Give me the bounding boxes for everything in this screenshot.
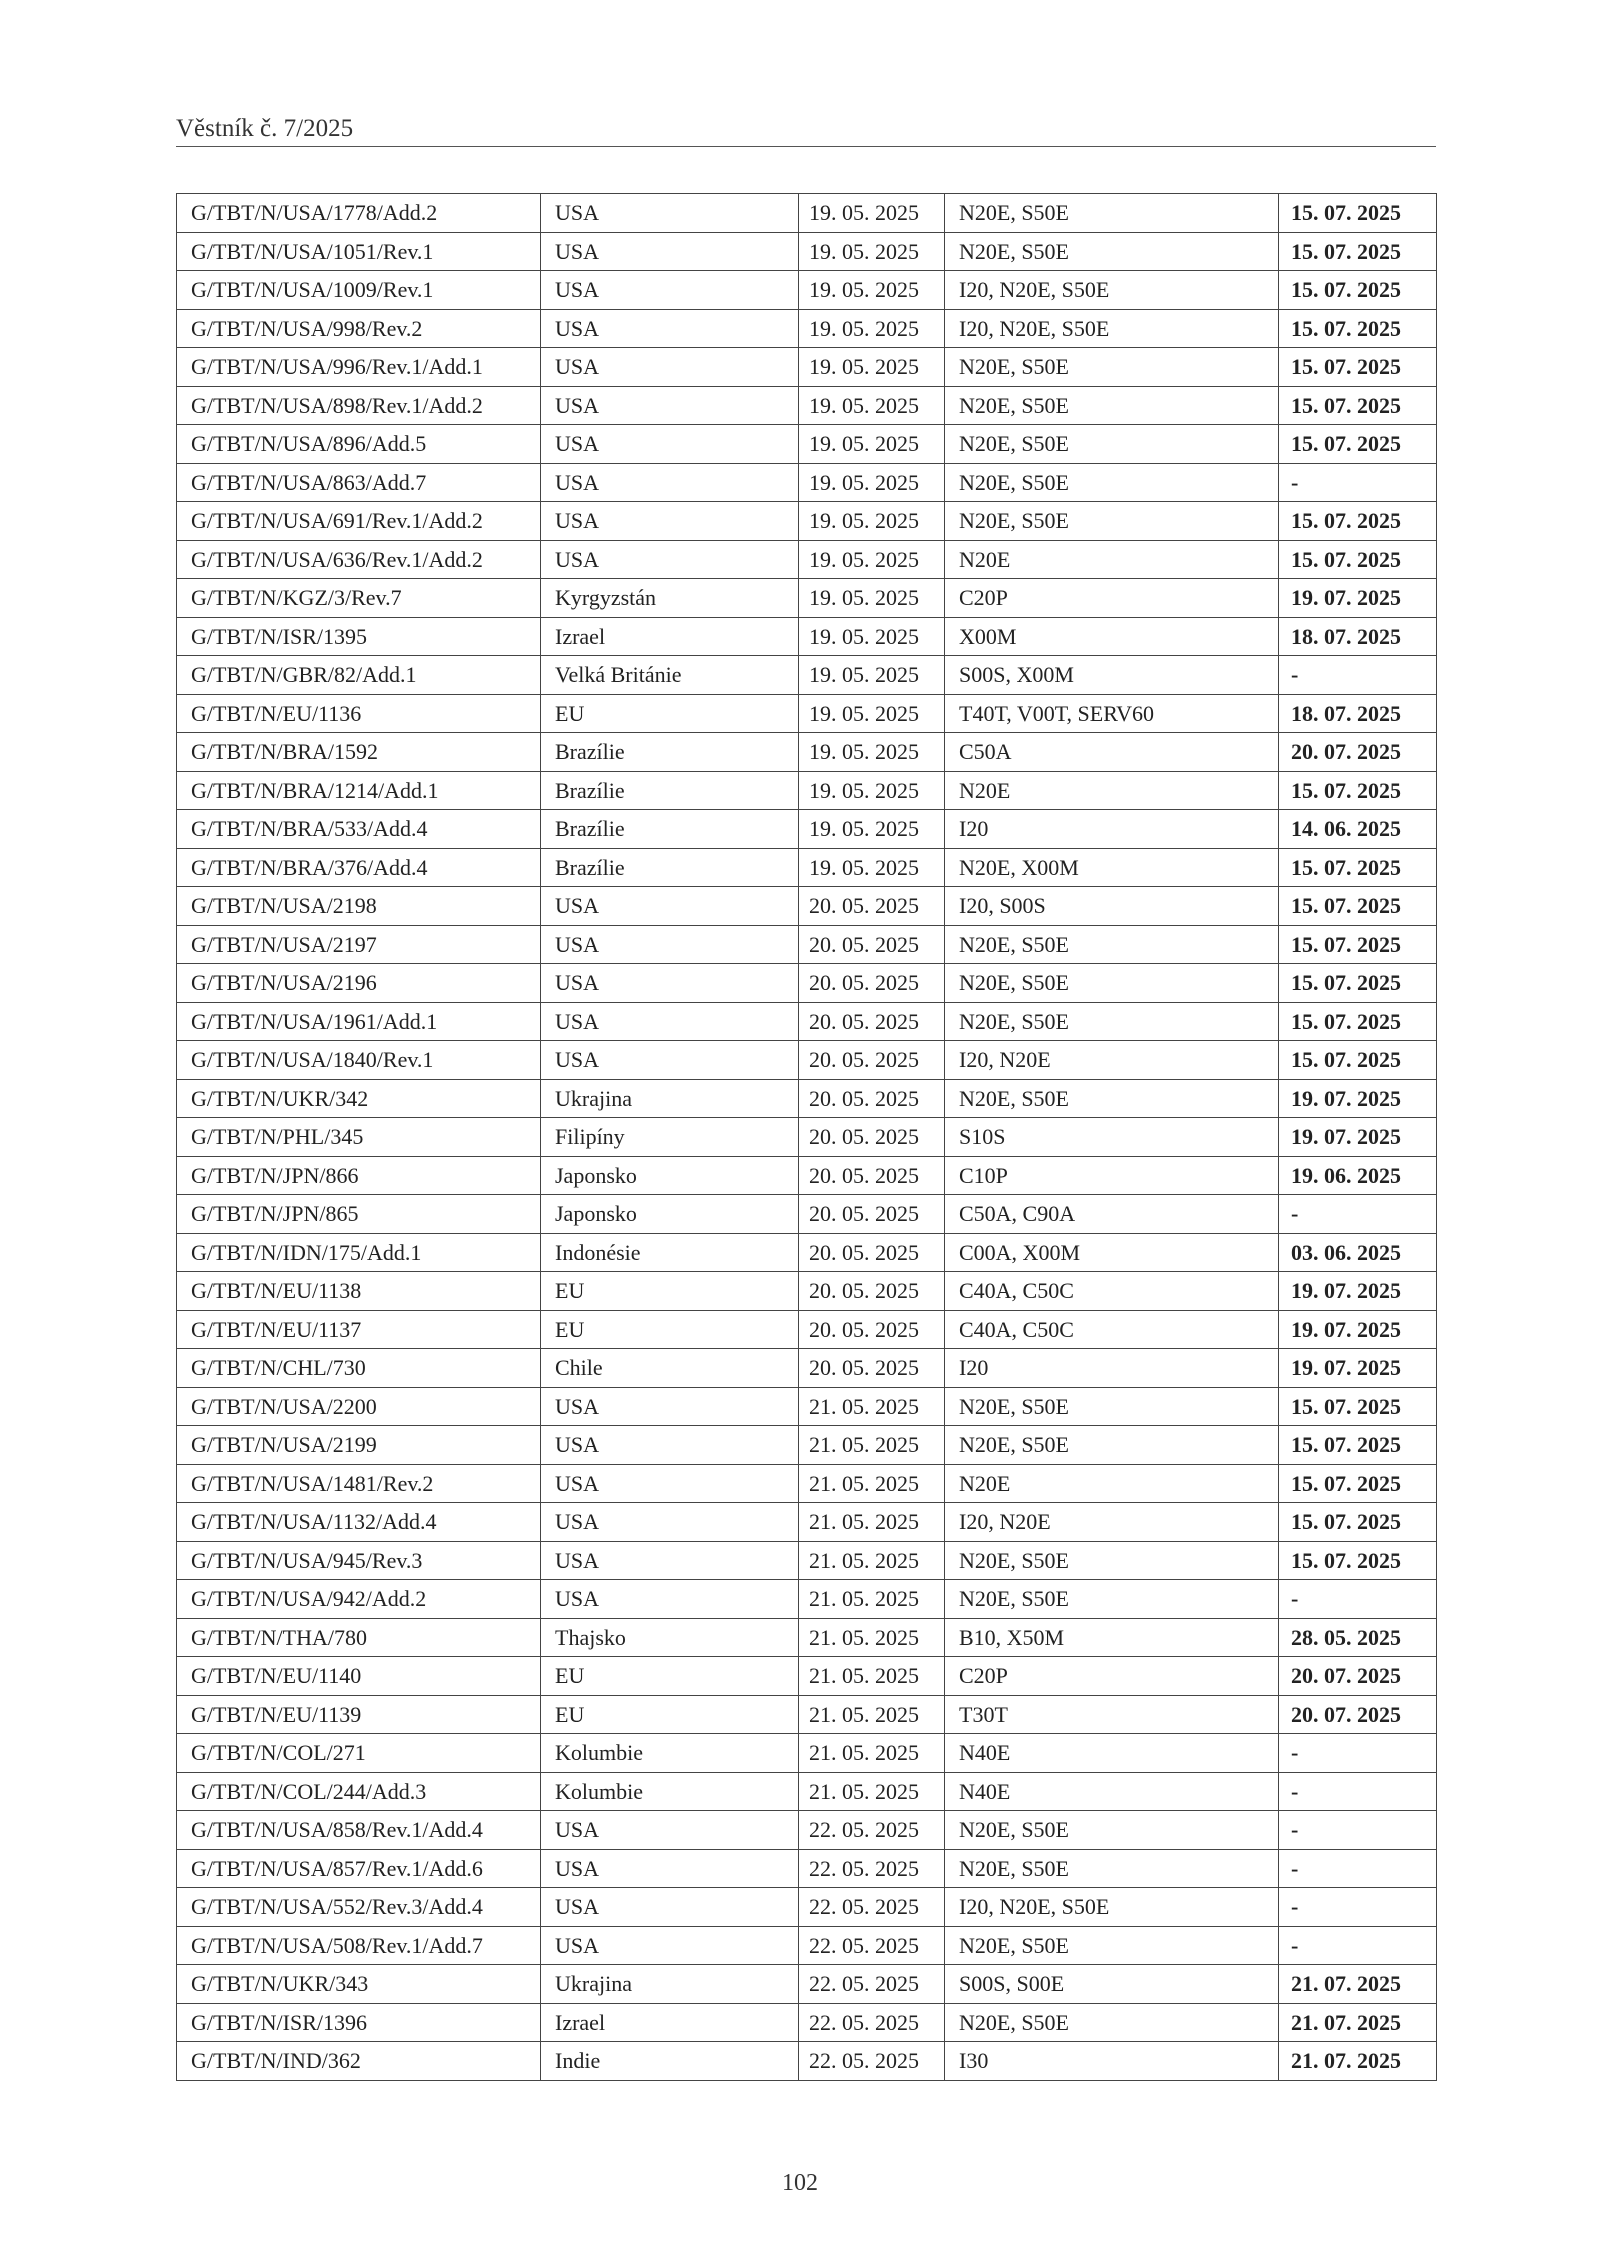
comment-deadline-cell: 15. 07. 2025 [1279, 386, 1437, 425]
comment-deadline-cell: 15. 07. 2025 [1279, 1002, 1437, 1041]
ics-code-cell: N20E, S50E [945, 386, 1279, 425]
comment-deadline-cell: - [1279, 1849, 1437, 1888]
notification-date-cell: 22. 05. 2025 [799, 1926, 945, 1965]
notification-date-cell: 19. 05. 2025 [799, 694, 945, 733]
notification-symbol-cell: G/TBT/N/USA/2197 [177, 925, 541, 964]
ics-code-cell: S10S [945, 1118, 1279, 1157]
comment-deadline-cell: - [1279, 1888, 1437, 1927]
country-cell: USA [541, 463, 799, 502]
notification-date-cell: 19. 05. 2025 [799, 271, 945, 310]
notification-symbol-cell: G/TBT/N/JPN/865 [177, 1195, 541, 1234]
notification-date-cell: 19. 05. 2025 [799, 386, 945, 425]
comment-deadline-cell: 20. 07. 2025 [1279, 733, 1437, 772]
notifications-table-body [177, 194, 1437, 2081]
country-cell: EU [541, 694, 799, 733]
country-cell: USA [541, 1041, 799, 1080]
notification-date-cell: 20. 05. 2025 [799, 925, 945, 964]
notification-date-cell: 21. 05. 2025 [799, 1580, 945, 1619]
notification-symbol-cell: G/TBT/N/UKR/343 [177, 1965, 541, 2004]
notification-date-cell: 20. 05. 2025 [799, 1041, 945, 1080]
table-row [177, 1734, 1437, 1773]
notification-date-cell: 19. 05. 2025 [799, 309, 945, 348]
comment-deadline-cell: 19. 07. 2025 [1279, 1349, 1437, 1388]
ics-code-cell: S00S, S00E [945, 1965, 1279, 2004]
comment-deadline-cell: 21. 07. 2025 [1279, 2042, 1437, 2081]
table-row [177, 2042, 1437, 2081]
notification-symbol-cell: G/TBT/N/KGZ/3/Rev.7 [177, 579, 541, 618]
table-row [177, 1541, 1437, 1580]
table-row [177, 2003, 1437, 2042]
ics-code-cell: I20, N20E, S50E [945, 271, 1279, 310]
notification-date-cell: 20. 05. 2025 [799, 1272, 945, 1311]
table-row [177, 309, 1437, 348]
table-row [177, 1156, 1437, 1195]
country-cell: Brazílie [541, 771, 799, 810]
country-cell: Thajsko [541, 1618, 799, 1657]
country-cell: Brazílie [541, 848, 799, 887]
notification-symbol-cell: G/TBT/N/THA/780 [177, 1618, 541, 1657]
comment-deadline-cell: - [1279, 656, 1437, 695]
country-cell: USA [541, 1426, 799, 1465]
country-cell: USA [541, 309, 799, 348]
comment-deadline-cell: 15. 07. 2025 [1279, 1464, 1437, 1503]
country-cell: Japonsko [541, 1195, 799, 1234]
comment-deadline-cell: - [1279, 1580, 1437, 1619]
ics-code-cell: I30 [945, 2042, 1279, 2081]
notification-date-cell: 20. 05. 2025 [799, 1118, 945, 1157]
ics-code-cell: S00S, X00M [945, 656, 1279, 695]
notification-date-cell: 19. 05. 2025 [799, 232, 945, 271]
comment-deadline-cell: 19. 06. 2025 [1279, 1156, 1437, 1195]
notification-symbol-cell: G/TBT/N/USA/2199 [177, 1426, 541, 1465]
comment-deadline-cell: - [1279, 1926, 1437, 1965]
table-row [177, 1618, 1437, 1657]
notification-date-cell: 19. 05. 2025 [799, 771, 945, 810]
country-cell: USA [541, 1464, 799, 1503]
table-row [177, 964, 1437, 1003]
ics-code-cell: N20E, S50E [945, 1926, 1279, 1965]
notification-symbol-cell: G/TBT/N/UKR/342 [177, 1079, 541, 1118]
country-cell: USA [541, 1387, 799, 1426]
table-row [177, 925, 1437, 964]
notification-date-cell: 22. 05. 2025 [799, 1965, 945, 2004]
comment-deadline-cell: 15. 07. 2025 [1279, 194, 1437, 233]
table-row [177, 1926, 1437, 1965]
ics-code-cell: C20P [945, 579, 1279, 618]
ics-code-cell: N20E, S50E [945, 964, 1279, 1003]
notification-symbol-cell: G/TBT/N/COL/271 [177, 1734, 541, 1773]
country-cell: USA [541, 1503, 799, 1542]
notification-date-cell: 19. 05. 2025 [799, 848, 945, 887]
notification-date-cell: 21. 05. 2025 [799, 1734, 945, 1773]
ics-code-cell: N20E, S50E [945, 1079, 1279, 1118]
country-cell: Brazílie [541, 733, 799, 772]
ics-code-cell: C10P [945, 1156, 1279, 1195]
comment-deadline-cell: 15. 07. 2025 [1279, 925, 1437, 964]
notification-symbol-cell: G/TBT/N/CHL/730 [177, 1349, 541, 1388]
country-cell: USA [541, 887, 799, 926]
notification-date-cell: 21. 05. 2025 [799, 1618, 945, 1657]
country-cell: USA [541, 1580, 799, 1619]
comment-deadline-cell: 15. 07. 2025 [1279, 502, 1437, 541]
notification-symbol-cell: G/TBT/N/USA/942/Add.2 [177, 1580, 541, 1619]
notification-date-cell: 19. 05. 2025 [799, 617, 945, 656]
comment-deadline-cell: 15. 07. 2025 [1279, 309, 1437, 348]
table-row [177, 348, 1437, 387]
notification-date-cell: 22. 05. 2025 [799, 1888, 945, 1927]
notification-symbol-cell: G/TBT/N/USA/2198 [177, 887, 541, 926]
notification-symbol-cell: G/TBT/N/USA/998/Rev.2 [177, 309, 541, 348]
ics-code-cell: B10, X50M [945, 1618, 1279, 1657]
notification-date-cell: 21. 05. 2025 [799, 1387, 945, 1426]
notification-symbol-cell: G/TBT/N/BRA/533/Add.4 [177, 810, 541, 849]
table-row [177, 1503, 1437, 1542]
notification-symbol-cell: G/TBT/N/USA/1481/Rev.2 [177, 1464, 541, 1503]
notification-date-cell: 20. 05. 2025 [799, 1156, 945, 1195]
country-cell: USA [541, 425, 799, 464]
ics-code-cell: T40T, V00T, SERV60 [945, 694, 1279, 733]
ics-code-cell: N20E, S50E [945, 1811, 1279, 1850]
comment-deadline-cell: 19. 07. 2025 [1279, 1272, 1437, 1311]
ics-code-cell: I20, N20E [945, 1503, 1279, 1542]
table-row [177, 540, 1437, 579]
country-cell: USA [541, 502, 799, 541]
notification-symbol-cell: G/TBT/N/USA/896/Add.5 [177, 425, 541, 464]
table-row [177, 1233, 1437, 1272]
notification-symbol-cell: G/TBT/N/USA/691/Rev.1/Add.2 [177, 502, 541, 541]
table-row [177, 1041, 1437, 1080]
notification-date-cell: 20. 05. 2025 [799, 1310, 945, 1349]
notification-symbol-cell: G/TBT/N/EU/1138 [177, 1272, 541, 1311]
notification-symbol-cell: G/TBT/N/IND/362 [177, 2042, 541, 2081]
country-cell: Velká Británie [541, 656, 799, 695]
ics-code-cell: I20, S00S [945, 887, 1279, 926]
comment-deadline-cell: 20. 07. 2025 [1279, 1657, 1437, 1696]
notification-symbol-cell: G/TBT/N/USA/508/Rev.1/Add.7 [177, 1926, 541, 1965]
comment-deadline-cell: 15. 07. 2025 [1279, 848, 1437, 887]
table-row [177, 386, 1437, 425]
ics-code-cell: I20, N20E, S50E [945, 309, 1279, 348]
comment-deadline-cell: 20. 07. 2025 [1279, 1695, 1437, 1734]
notification-symbol-cell: G/TBT/N/BRA/1592 [177, 733, 541, 772]
comment-deadline-cell: 19. 07. 2025 [1279, 579, 1437, 618]
ics-code-cell: N20E, S50E [945, 463, 1279, 502]
table-row [177, 1695, 1437, 1734]
ics-code-cell: N20E, S50E [945, 1387, 1279, 1426]
notification-date-cell: 21. 05. 2025 [799, 1426, 945, 1465]
comment-deadline-cell: 19. 07. 2025 [1279, 1310, 1437, 1349]
comment-deadline-cell: 15. 07. 2025 [1279, 1387, 1437, 1426]
notification-date-cell: 19. 05. 2025 [799, 579, 945, 618]
comment-deadline-cell: 18. 07. 2025 [1279, 617, 1437, 656]
table-row [177, 463, 1437, 502]
table-row [177, 1079, 1437, 1118]
ics-code-cell: N20E, S50E [945, 425, 1279, 464]
country-cell: USA [541, 925, 799, 964]
notification-date-cell: 21. 05. 2025 [799, 1541, 945, 1580]
ics-code-cell: N40E [945, 1734, 1279, 1773]
comment-deadline-cell: - [1279, 1195, 1437, 1234]
ics-code-cell: C40A, C50C [945, 1272, 1279, 1311]
notification-date-cell: 19. 05. 2025 [799, 194, 945, 233]
country-cell: Izrael [541, 617, 799, 656]
comment-deadline-cell: 19. 07. 2025 [1279, 1079, 1437, 1118]
notification-symbol-cell: G/TBT/N/USA/1840/Rev.1 [177, 1041, 541, 1080]
table-row [177, 232, 1437, 271]
notification-symbol-cell: G/TBT/N/GBR/82/Add.1 [177, 656, 541, 695]
notification-symbol-cell: G/TBT/N/USA/2200 [177, 1387, 541, 1426]
notification-date-cell: 20. 05. 2025 [799, 887, 945, 926]
country-cell: USA [541, 964, 799, 1003]
notification-date-cell: 21. 05. 2025 [799, 1464, 945, 1503]
ics-code-cell: C50A, C90A [945, 1195, 1279, 1234]
ics-code-cell: N20E [945, 540, 1279, 579]
comment-deadline-cell: - [1279, 1811, 1437, 1850]
country-cell: USA [541, 348, 799, 387]
table-row [177, 733, 1437, 772]
table-row [177, 887, 1437, 926]
ics-code-cell: C50A [945, 733, 1279, 772]
country-cell: USA [541, 271, 799, 310]
notification-date-cell: 19. 05. 2025 [799, 810, 945, 849]
notification-symbol-cell: G/TBT/N/PHL/345 [177, 1118, 541, 1157]
notification-symbol-cell: G/TBT/N/USA/1051/Rev.1 [177, 232, 541, 271]
country-cell: Kolumbie [541, 1734, 799, 1773]
country-cell: Ukrajina [541, 1079, 799, 1118]
country-cell: Filipíny [541, 1118, 799, 1157]
notification-symbol-cell: G/TBT/N/EU/1139 [177, 1695, 541, 1734]
notification-symbol-cell: G/TBT/N/IDN/175/Add.1 [177, 1233, 541, 1272]
ics-code-cell: C20P [945, 1657, 1279, 1696]
table-row [177, 579, 1437, 618]
comment-deadline-cell: 21. 07. 2025 [1279, 2003, 1437, 2042]
notification-date-cell: 19. 05. 2025 [799, 463, 945, 502]
comment-deadline-cell: 15. 07. 2025 [1279, 1426, 1437, 1465]
comment-deadline-cell: - [1279, 1772, 1437, 1811]
notification-date-cell: 19. 05. 2025 [799, 733, 945, 772]
ics-code-cell: I20 [945, 810, 1279, 849]
ics-code-cell: C00A, X00M [945, 1233, 1279, 1272]
notification-date-cell: 20. 05. 2025 [799, 1002, 945, 1041]
ics-code-cell: N20E, S50E [945, 232, 1279, 271]
country-cell: USA [541, 1002, 799, 1041]
ics-code-cell: N20E, S50E [945, 194, 1279, 233]
ics-code-cell: N20E, S50E [945, 1849, 1279, 1888]
notification-symbol-cell: G/TBT/N/BRA/1214/Add.1 [177, 771, 541, 810]
ics-code-cell: N20E [945, 771, 1279, 810]
country-cell: USA [541, 194, 799, 233]
table-row [177, 1310, 1437, 1349]
notification-date-cell: 20. 05. 2025 [799, 1079, 945, 1118]
table-row [177, 1811, 1437, 1850]
notification-symbol-cell: G/TBT/N/JPN/866 [177, 1156, 541, 1195]
table-row [177, 848, 1437, 887]
notification-symbol-cell: G/TBT/N/USA/945/Rev.3 [177, 1541, 541, 1580]
comment-deadline-cell: 14. 06. 2025 [1279, 810, 1437, 849]
notification-date-cell: 22. 05. 2025 [799, 2003, 945, 2042]
comment-deadline-cell: 15. 07. 2025 [1279, 271, 1437, 310]
notification-symbol-cell: G/TBT/N/BRA/376/Add.4 [177, 848, 541, 887]
ics-code-cell: N40E [945, 1772, 1279, 1811]
comment-deadline-cell: 28. 05. 2025 [1279, 1618, 1437, 1657]
ics-code-cell: N20E, S50E [945, 1541, 1279, 1580]
country-cell: Kolumbie [541, 1772, 799, 1811]
comment-deadline-cell: - [1279, 463, 1437, 502]
notification-date-cell: 21. 05. 2025 [799, 1695, 945, 1734]
notification-symbol-cell: G/TBT/N/USA/636/Rev.1/Add.2 [177, 540, 541, 579]
ics-code-cell: N20E, S50E [945, 502, 1279, 541]
comment-deadline-cell: 15. 07. 2025 [1279, 1541, 1437, 1580]
table-row [177, 1657, 1437, 1696]
notification-symbol-cell: G/TBT/N/USA/1132/Add.4 [177, 1503, 541, 1542]
comment-deadline-cell: 18. 07. 2025 [1279, 694, 1437, 733]
page-header [176, 112, 1436, 147]
notification-symbol-cell: G/TBT/N/ISR/1396 [177, 2003, 541, 2042]
notification-symbol-cell: G/TBT/N/USA/2196 [177, 964, 541, 1003]
country-cell: Brazílie [541, 810, 799, 849]
notification-date-cell: 19. 05. 2025 [799, 656, 945, 695]
table-row [177, 271, 1437, 310]
table-row [177, 656, 1437, 695]
table-row [177, 771, 1437, 810]
table-row [177, 617, 1437, 656]
country-cell: USA [541, 1811, 799, 1850]
country-cell: USA [541, 1926, 799, 1965]
notification-symbol-cell: G/TBT/N/USA/996/Rev.1/Add.1 [177, 348, 541, 387]
table-row [177, 1349, 1437, 1388]
notification-date-cell: 21. 05. 2025 [799, 1772, 945, 1811]
notification-symbol-cell: G/TBT/N/EU/1136 [177, 694, 541, 733]
table-row [177, 425, 1437, 464]
country-cell: EU [541, 1695, 799, 1734]
table-row [177, 1387, 1437, 1426]
country-cell: EU [541, 1310, 799, 1349]
country-cell: Japonsko [541, 1156, 799, 1195]
notification-symbol-cell: G/TBT/N/EU/1137 [177, 1310, 541, 1349]
table-row [177, 1464, 1437, 1503]
comment-deadline-cell: 15. 07. 2025 [1279, 964, 1437, 1003]
country-cell: EU [541, 1657, 799, 1696]
table-row [177, 1888, 1437, 1927]
country-cell: Ukrajina [541, 1965, 799, 2004]
ics-code-cell: C40A, C50C [945, 1310, 1279, 1349]
country-cell: USA [541, 232, 799, 271]
table-row [177, 694, 1437, 733]
country-cell: Indie [541, 2042, 799, 2081]
notification-symbol-cell: G/TBT/N/USA/898/Rev.1/Add.2 [177, 386, 541, 425]
country-cell: USA [541, 386, 799, 425]
notification-symbol-cell: G/TBT/N/USA/857/Rev.1/Add.6 [177, 1849, 541, 1888]
notification-date-cell: 19. 05. 2025 [799, 540, 945, 579]
table-row [177, 1772, 1437, 1811]
notification-date-cell: 22. 05. 2025 [799, 2042, 945, 2081]
notification-symbol-cell: G/TBT/N/USA/1009/Rev.1 [177, 271, 541, 310]
comment-deadline-cell: - [1279, 1734, 1437, 1773]
notification-date-cell: 21. 05. 2025 [799, 1657, 945, 1696]
comment-deadline-cell: 15. 07. 2025 [1279, 540, 1437, 579]
ics-code-cell: I20, N20E, S50E [945, 1888, 1279, 1927]
bulletin-title: Věstník č. 7/2025 [176, 115, 354, 142]
ics-code-cell: N20E, S50E [945, 2003, 1279, 2042]
notification-symbol-cell: G/TBT/N/COL/244/Add.3 [177, 1772, 541, 1811]
ics-code-cell: N20E, X00M [945, 848, 1279, 887]
country-cell: USA [541, 1888, 799, 1927]
notification-symbol-cell: G/TBT/N/USA/1961/Add.1 [177, 1002, 541, 1041]
notification-date-cell: 20. 05. 2025 [799, 1349, 945, 1388]
comment-deadline-cell: 21. 07. 2025 [1279, 1965, 1437, 2004]
country-cell: EU [541, 1272, 799, 1311]
notification-date-cell: 20. 05. 2025 [799, 1195, 945, 1234]
country-cell: Indonésie [541, 1233, 799, 1272]
table-row [177, 1580, 1437, 1619]
table-row [177, 1002, 1437, 1041]
notification-symbol-cell: G/TBT/N/USA/858/Rev.1/Add.4 [177, 1811, 541, 1850]
comment-deadline-cell: 15. 07. 2025 [1279, 887, 1437, 926]
comment-deadline-cell: 03. 06. 2025 [1279, 1233, 1437, 1272]
comment-deadline-cell: 15. 07. 2025 [1279, 425, 1437, 464]
ics-code-cell: X00M [945, 617, 1279, 656]
notification-date-cell: 19. 05. 2025 [799, 425, 945, 464]
notification-symbol-cell: G/TBT/N/EU/1140 [177, 1657, 541, 1696]
table-row [177, 1272, 1437, 1311]
country-cell: USA [541, 1541, 799, 1580]
notification-date-cell: 20. 05. 2025 [799, 1233, 945, 1272]
table-row [177, 1118, 1437, 1157]
table-row [177, 810, 1437, 849]
notification-date-cell: 19. 05. 2025 [799, 348, 945, 387]
ics-code-cell: N20E, S50E [945, 348, 1279, 387]
table-row [177, 1965, 1437, 2004]
comment-deadline-cell: 15. 07. 2025 [1279, 1041, 1437, 1080]
notification-symbol-cell: G/TBT/N/USA/863/Add.7 [177, 463, 541, 502]
page-number: 102 [782, 2170, 818, 2196]
ics-code-cell: I20, N20E [945, 1041, 1279, 1080]
notification-symbol-cell: G/TBT/N/ISR/1395 [177, 617, 541, 656]
country-cell: USA [541, 1849, 799, 1888]
table-row [177, 1849, 1437, 1888]
ics-code-cell: T30T [945, 1695, 1279, 1734]
notification-date-cell: 20. 05. 2025 [799, 964, 945, 1003]
ics-code-cell: N20E, S50E [945, 1426, 1279, 1465]
country-cell: Izrael [541, 2003, 799, 2042]
comment-deadline-cell: 15. 07. 2025 [1279, 348, 1437, 387]
comment-deadline-cell: 15. 07. 2025 [1279, 1503, 1437, 1542]
notification-date-cell: 22. 05. 2025 [799, 1811, 945, 1850]
table-row [177, 1426, 1437, 1465]
ics-code-cell: N20E, S50E [945, 1580, 1279, 1619]
ics-code-cell: N20E, S50E [945, 925, 1279, 964]
ics-code-cell: N20E [945, 1464, 1279, 1503]
notification-symbol-cell: G/TBT/N/USA/1778/Add.2 [177, 194, 541, 233]
notification-date-cell: 22. 05. 2025 [799, 1849, 945, 1888]
table-row [177, 194, 1437, 233]
comment-deadline-cell: 19. 07. 2025 [1279, 1118, 1437, 1157]
notifications-table [176, 193, 1437, 2081]
country-cell: Kyrgyzstán [541, 579, 799, 618]
ics-code-cell: I20 [945, 1349, 1279, 1388]
country-cell: Chile [541, 1349, 799, 1388]
notification-symbol-cell: G/TBT/N/USA/552/Rev.3/Add.4 [177, 1888, 541, 1927]
country-cell: USA [541, 540, 799, 579]
table-row [177, 1195, 1437, 1234]
comment-deadline-cell: 15. 07. 2025 [1279, 232, 1437, 271]
notification-date-cell: 21. 05. 2025 [799, 1503, 945, 1542]
ics-code-cell: N20E, S50E [945, 1002, 1279, 1041]
table-row [177, 502, 1437, 541]
comment-deadline-cell: 15. 07. 2025 [1279, 771, 1437, 810]
notification-date-cell: 19. 05. 2025 [799, 502, 945, 541]
